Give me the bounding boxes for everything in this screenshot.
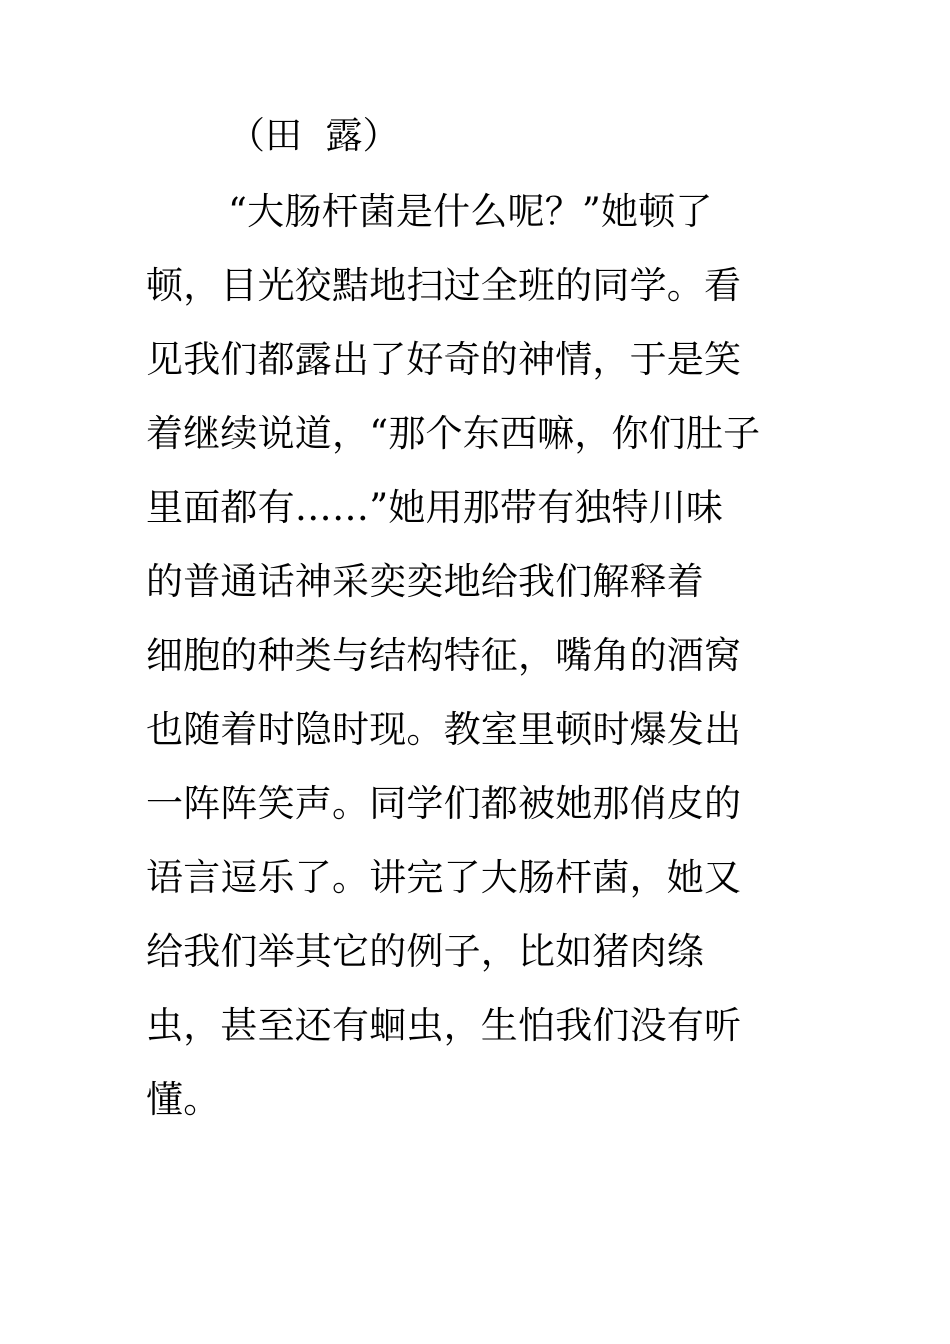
paragraph-line: 也随着时隐时现。教室里顿时爆发出 — [146, 708, 742, 751]
paragraph-line: 顿，目光狡黠地扫过全班的同学。看 — [146, 264, 742, 307]
paragraph-line: 语言逗乐了。讲完了大肠杆菌，她又 — [146, 856, 742, 899]
paragraph-line: 一阵阵笑声。同学们都被她那俏皮的 — [146, 782, 742, 825]
paragraph-line: 的普通话神采奕奕地给我们解释着 — [146, 560, 704, 603]
paragraph-line: 细胞的种类与结构特征，嘴角的酒窝 — [146, 634, 742, 677]
paragraph-line: 里面都有……”她用那带有独特川味 — [146, 486, 724, 529]
author-line: （田 露） — [228, 114, 400, 157]
paragraph-line: 给我们举其它的例子，比如猪肉绦 — [146, 930, 704, 973]
paragraph-line: “大肠杆菌是什么呢？”她顿了 — [228, 190, 713, 233]
paragraph-line: 懂。 — [146, 1078, 221, 1121]
paragraph-line: 虫，甚至还有蛔虫，生怕我们没有听 — [146, 1004, 742, 1047]
body-paragraph — [146, 182, 826, 1144]
paragraph-line: 着继续说道，“那个东西嘛，你们肚子 — [146, 412, 761, 455]
paragraph-line: 见我们都露出了好奇的神情，于是笑 — [146, 338, 742, 381]
